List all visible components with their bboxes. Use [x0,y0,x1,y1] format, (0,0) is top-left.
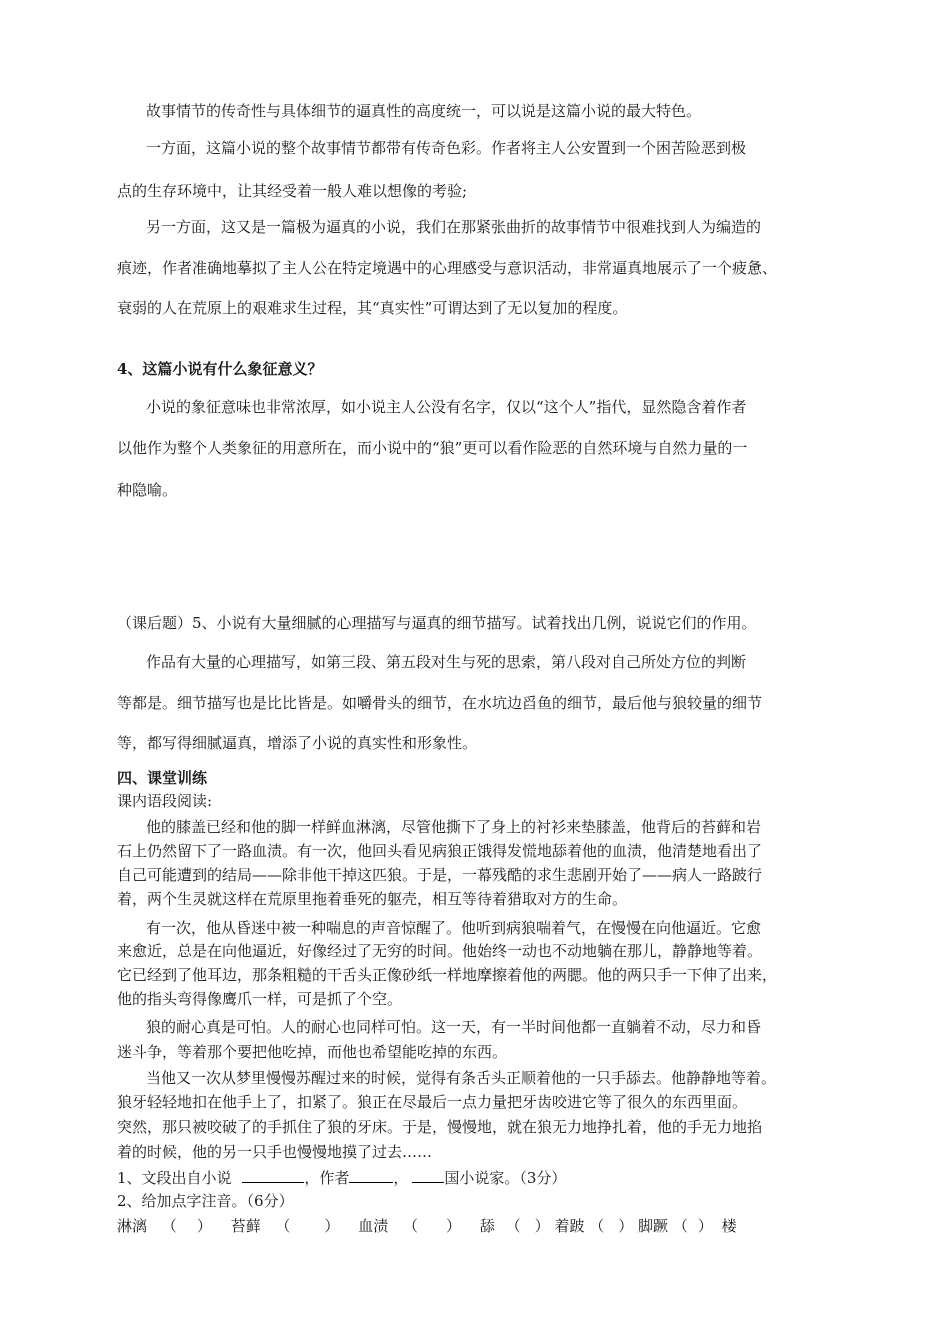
pinyin-blank[interactable]: （ ） [505,1217,550,1235]
paragraph-line: 小说的象征意味也非常浓厚，如小说主人公没有名字，仅以“这个人”指代，显然隐含着作者 [146,398,747,416]
passage-line: 着，两个生灵就这样在荒原里拖着垂死的躯壳，相互等待着猎取对方的生命。 [117,890,628,908]
passage-line: 狼的耐心真是可怕。人的耐心也同样可怕。这一天，有一半时间他都一直躺着不动，尽力和昏 [146,1018,762,1036]
passage-line: 石上仍然留下了一路血渍。有一次，他回头看见病狼正饿得发慌地舔着他的血渍，他清楚地看出了 [117,842,763,860]
section-heading: 四、课堂训练 [117,769,208,787]
passage-line: 迷斗争，等着那个要把他吃掉，而他也希望能吃掉的东西。 [117,1043,508,1061]
paragraph-line: 以他作为整个人类象征的用意所在，而小说中的“狼”更可以看作险恶的自然环境与自然力量的一 [117,439,748,457]
pinyin-word: 苔藓 [230,1217,261,1235]
exercise-1-text: 1、文段出自小说 [117,1169,232,1187]
passage-line: 它已经到了他耳边，那条粗糙的干舌头正像砂纸一样地摩擦着他的两腮。他的两只手一下伸了出来， [117,966,778,984]
paragraph-line: 故事情节的传奇性与具体细节的逼真性的高度统一，可以说是这篇小说的最大特色。 [146,102,702,120]
exercise-1-text: ，作者 [304,1169,350,1187]
paragraph-line: 等都是。细节描写也是比比皆是。如嚼骨头的细节，在水坑边舀鱼的细节，最后他与狼较量的细节 [117,694,763,712]
pinyin-blank[interactable]: （ ） [672,1217,713,1235]
pinyin-word: 楼 [721,1217,737,1235]
country-blank[interactable] [412,1168,444,1183]
pinyin-blank[interactable]: （ ） [161,1217,212,1235]
passage-line: 有一次，他从昏迷中被一种喘息的声音惊醒了。他听到病狼喘着气，在慢慢在向他逼近。它愈 [146,919,762,937]
passage-line: 狼牙轻轻地扣在他手上了，扣紧了。狼正在尽最后一点力量把牙齿咬进它等了很久的东西里面。 [117,1093,748,1111]
passage-line: 来愈近，总是在向他逼近，好像经过了无穷的时间。他始终一动也不动地躺在那儿，静静地等着。 [117,942,763,960]
pinyin-word: 血渍 [358,1217,389,1235]
exercise-2: 2、给加点字注音。（6分） [117,1192,294,1210]
question-4-title: 4、这篇小说有什么象征意义？ [117,360,323,378]
pinyin-word: 脚蹶 [638,1217,669,1235]
paragraph-line: 一方面，这篇小说的整个故事情节都带有传奇色彩。作者将主人公安置到一个困苦险恶到极 [146,139,747,157]
exercise-1-text: ， [393,1169,409,1187]
passage-line: 他的膝盖已经和他的脚一样鲜血淋漓，尽管他撕下了身上的衬衫来垫膝盖，他背后的苔藓和岩 [146,818,762,836]
paragraph-line: 另一方面，这又是一篇极为逼真的小说，我们在那紧张曲折的故事情节中很难找到人为编造的 [146,218,762,236]
pinyin-blank[interactable]: （ ） [403,1217,462,1235]
pinyin-word: 舔 [479,1217,495,1235]
novel-title-blank[interactable] [242,1168,304,1183]
pinyin-word: 淋漓 [117,1217,148,1235]
pinyin-row [117,1217,737,1235]
passage-line: 自己可能遭到的结局——除非他干掉这匹狼。于是，一幕残酷的求生悲剧开始了——病人一路跛行 [117,866,763,884]
pinyin-word: 着跛 [554,1217,585,1235]
section-subheading: 课内语段阅读: [117,792,213,810]
author-blank[interactable] [349,1168,393,1183]
question-5-title: （课后题）5、小说有大量细腻的心理描写与逼真的细节描写。试着找出几例，说说它们的作用。 [117,614,757,632]
exercise-1-text: 国小说家。（3分） [444,1169,567,1187]
passage-line: 当他又一次从梦里慢慢苏醒过来的时候，觉得有条舌头正顺着他的一只手舔去。他静静地等着。 [146,1069,777,1087]
paragraph-line: 衰弱的人在荒原上的艰难求生过程，其“真实性”可谓达到了无以复加的程度。 [117,299,628,317]
paragraph-line: 种隐喻。 [117,481,178,499]
exercise-1 [117,1168,566,1187]
passage-line: 着的时候，他的另一只手也慢慢地摸了过去…… [117,1143,433,1161]
paragraph-line: 痕迹，作者准确地摹拟了主人公在特定境遇中的心理感受与意识活动，非常逼真地展示了一个疲惫、 [117,259,778,277]
pinyin-blank[interactable]: （ ） [589,1217,634,1235]
pinyin-blank[interactable]: （ ） [275,1217,340,1235]
passage-line: 他的指头弯得像鹰爪一样，可是抓了个空。 [117,990,403,1008]
paragraph-line: 作品有大量的心理描写，如第三段、第五段对生与死的思索，第八段对自己所处方位的判断 [146,653,747,671]
passage-line: 突然，那只被咬破了的手抓住了狼的牙床。于是，慢慢地，就在狼无力地挣扎着，他的手无力地掐 [117,1118,763,1136]
paragraph-line: 点的生存环境中，让其经受着一般人难以想像的考验; [117,182,468,200]
paragraph-line: 等，都写得细腻逼真，增添了小说的真实性和形象性。 [117,734,478,752]
